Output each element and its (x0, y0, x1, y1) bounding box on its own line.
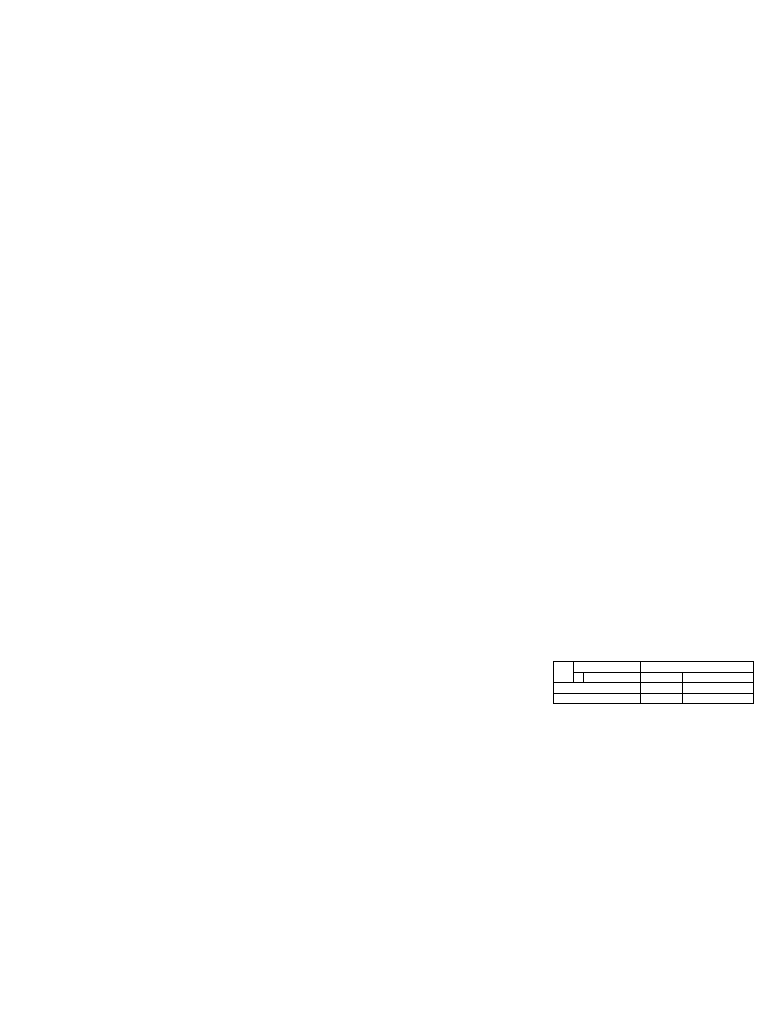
honor-tt-sl (641, 693, 683, 704)
honor-gioi-pct (683, 683, 754, 694)
stats-sl-header (574, 672, 584, 683)
teacher-signature-block (50, 664, 210, 668)
honor-gioi-sl (641, 683, 683, 694)
honor-gioi-label (554, 683, 641, 694)
board-signature-block (230, 664, 360, 668)
stats-sl-header (641, 672, 683, 683)
stats-group-hanh-kiem (641, 662, 754, 673)
honor-tt-pct (683, 693, 754, 704)
stats-pct-header (683, 672, 754, 683)
stats-group-hoc-luc (574, 662, 641, 673)
honor-tt-label (554, 693, 641, 704)
stats-table (553, 661, 754, 704)
stats-corner (554, 662, 574, 683)
stats-pct-header (584, 672, 641, 683)
